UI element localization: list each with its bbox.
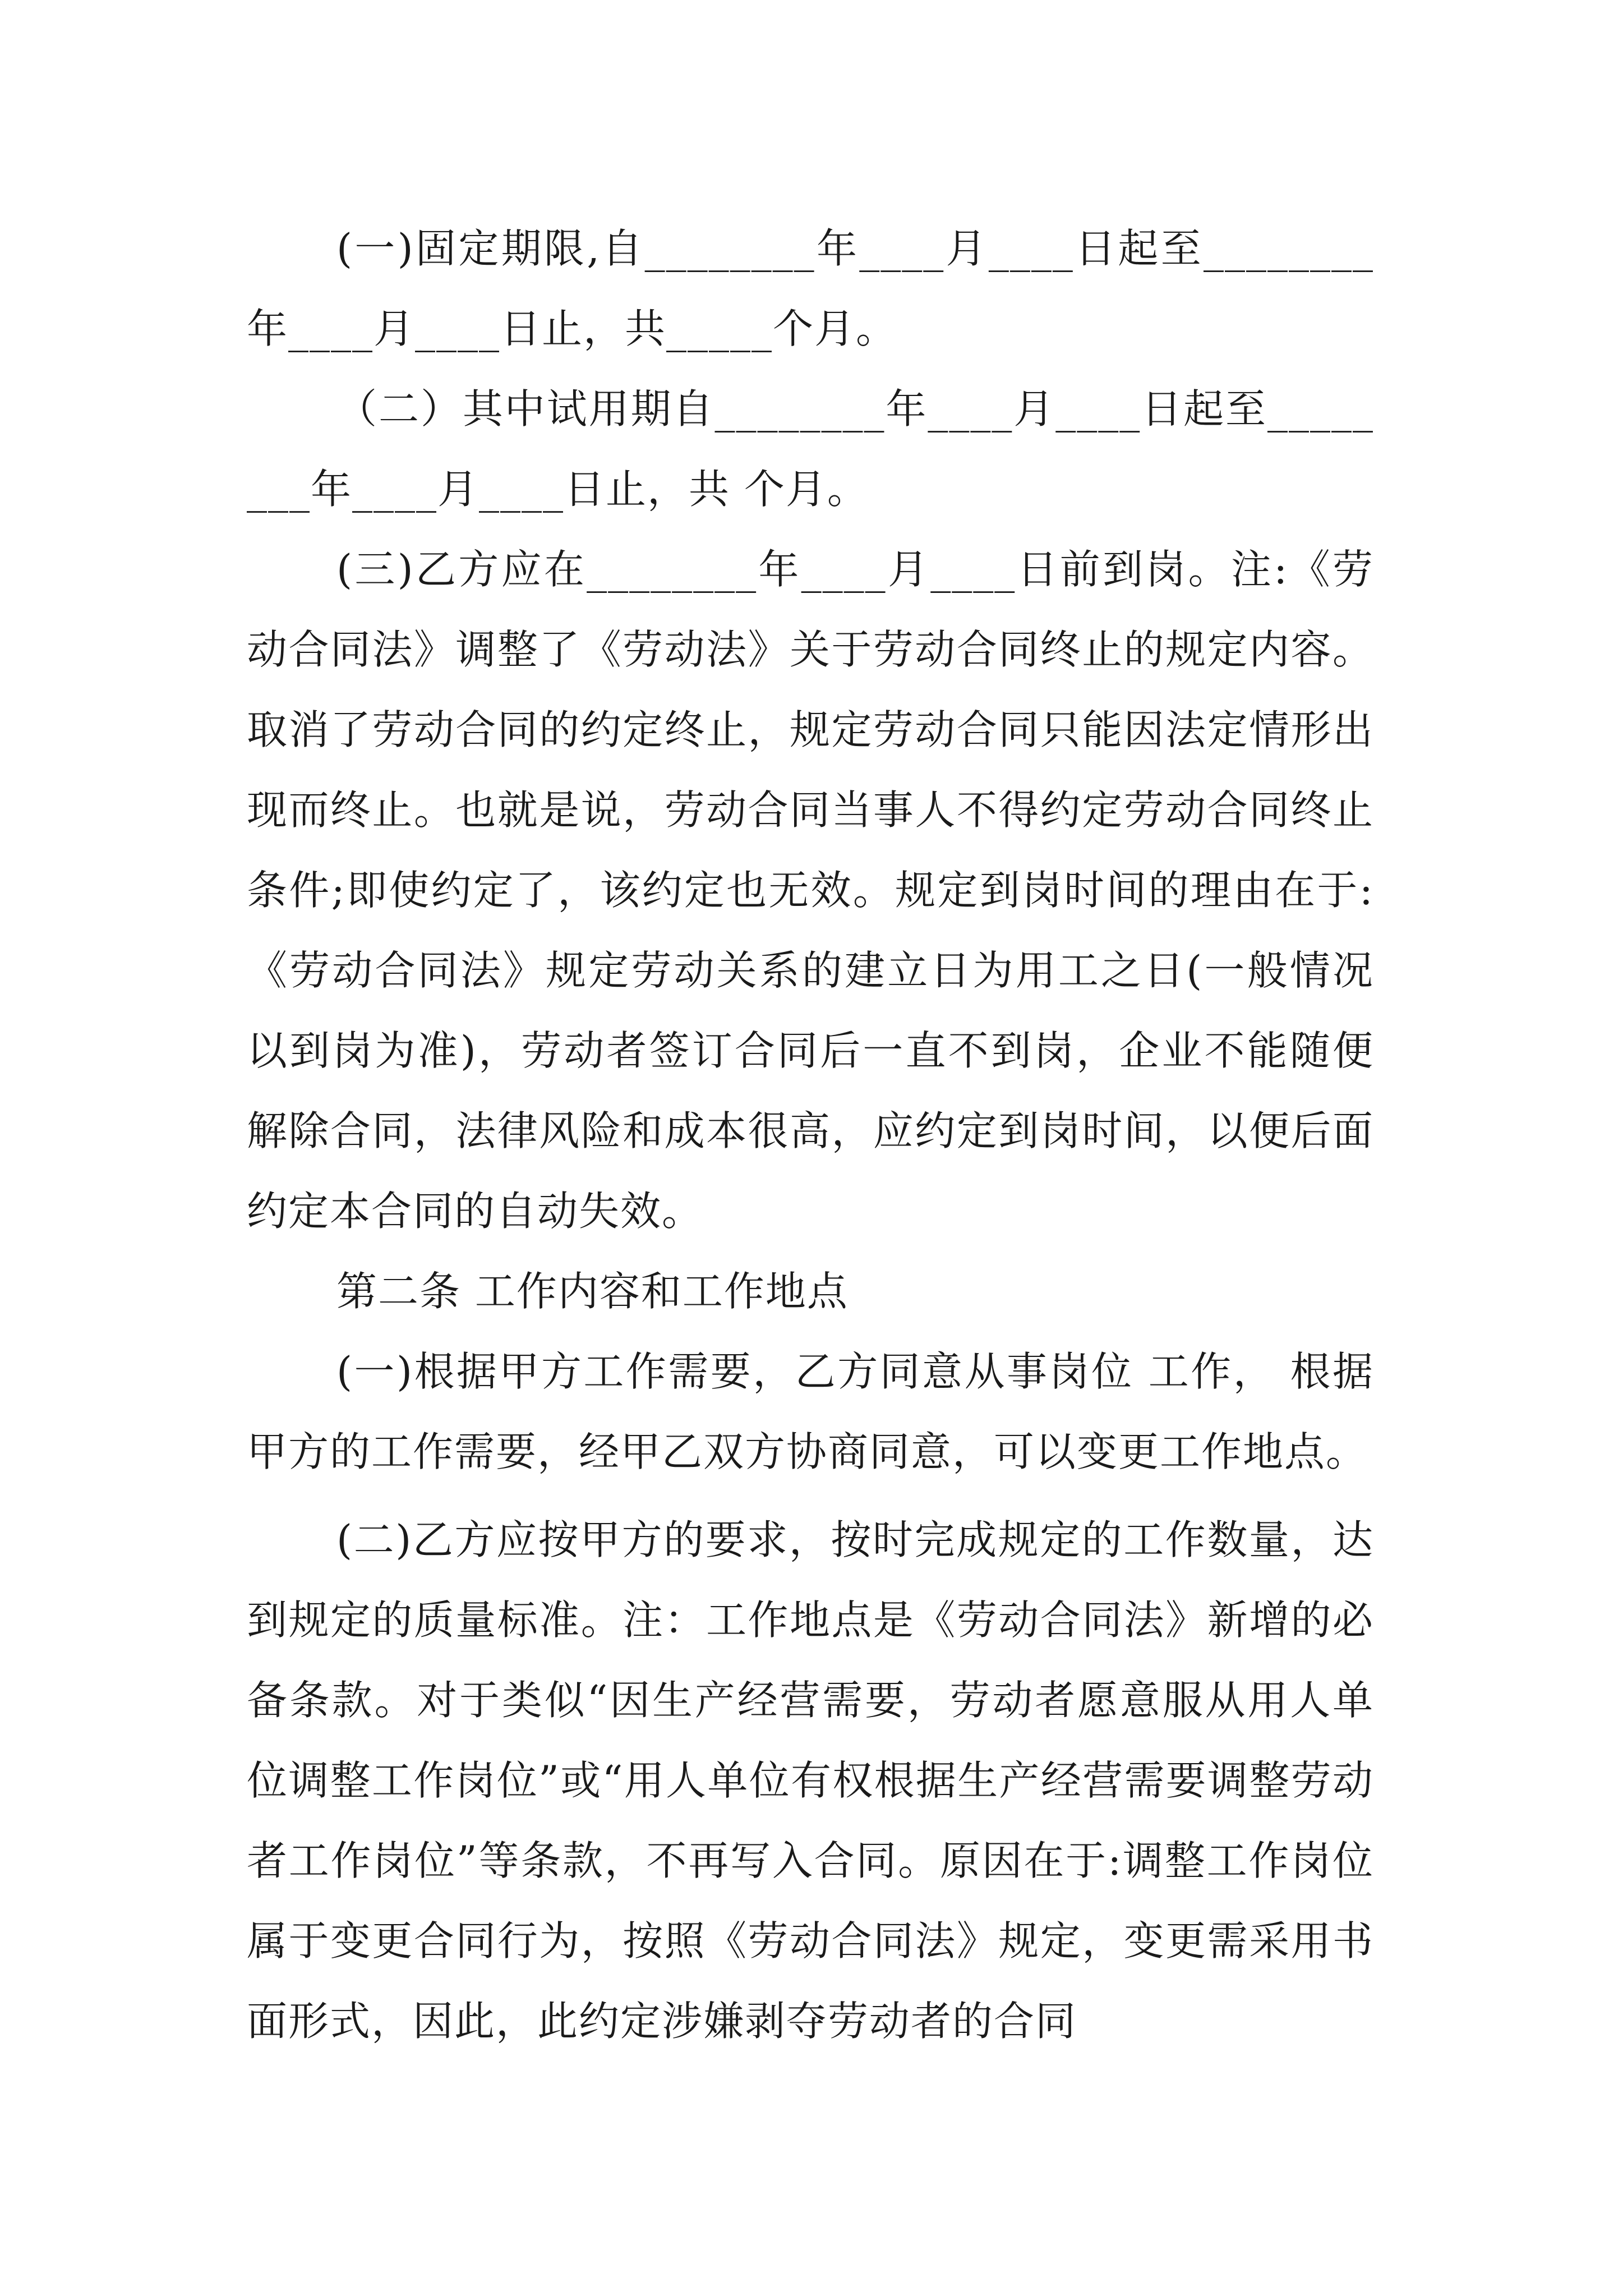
paragraph-job-position: (一)根据甲方工作需要，乙方同意从事岗位 工作， 根据甲方的工作需要，经甲乙双方协商同意，可以变更工作地点。 <box>247 1348 1374 1475</box>
paragraph-probation-period: （二）其中试用期自________年____月____日起至________年____月____日止，共 个月。 <box>247 385 1374 513</box>
paragraph-fixed-term: (一)固定期限,自________年____月____日起至________年____月____日止，共_____个月。 <box>247 225 1374 352</box>
paragraph-spacer <box>247 1492 1374 1500</box>
paragraph-work-requirements-note: (二)乙方应按甲方的要求，按时完成规定的工作数量，达到规定的质量标准。注：工作地点是《劳动合同法》新增的必备条款。对于类似“因生产经营需要，劳动者愿意服从用人单位调整工作岗位”或“用人单位有权根据生产经营需要调整劳动者工作岗位”等条款，不再写入合同。原因在于:调整工作岗位属于变更合同行为，按照《劳动合同法》规定，变更需采用书面形式，因此，此约定涉嫌剥夺劳动者的合同 <box>247 1516 1374 2045</box>
article-two-heading: 第二条 工作内容和工作地点 <box>336 1268 849 1315</box>
document-body <box>247 209 1374 2062</box>
paragraph-report-date-note: (三)乙方应在________年____月____日前到岗。注:《劳动合同法》调整了《劳动法》关于劳动合同终止的规定内容。取消了劳动合同的约定终止，规定劳动合同只能因法定情形出现而终止。也就是说，劳动合同当事人不得约定劳动合同终止条件;即使约定了，该约定也无效。规定到岗时间的理由在于:《劳动合同法》规定劳动关系的建立日为用工之日(一般情况以到岗为准)，劳动者签订合同后一直不到岗，企业不能随便解除合同，法律风险和成本很高，应约定到岗时间，以便后面约定本合同的自动失效。 <box>247 546 1374 1235</box>
